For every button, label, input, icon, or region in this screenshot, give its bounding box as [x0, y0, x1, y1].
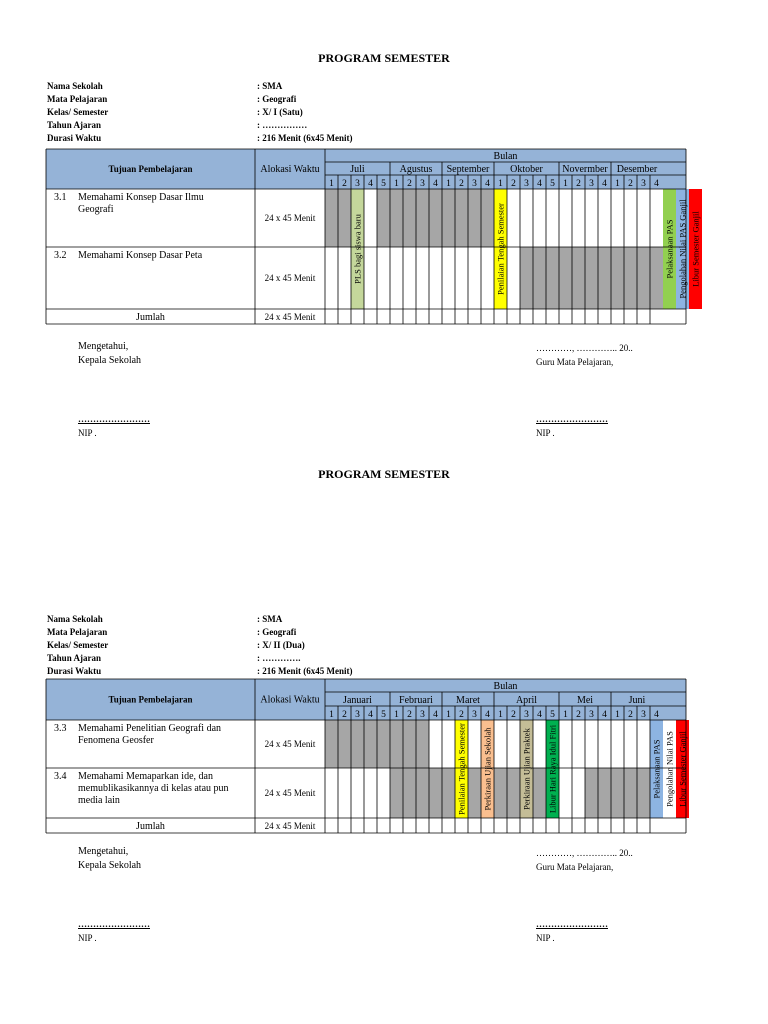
gray-cell: [598, 768, 611, 818]
row-objective: Memahami Memaparkan ide, dan: [78, 771, 213, 782]
month-label: Juni: [628, 695, 646, 706]
header-tujuan: Tujuan Pembelajaran: [108, 164, 193, 174]
event-label: Libur Semester Ganjil: [690, 211, 701, 287]
week-number: 2: [459, 179, 464, 189]
info-label: Kelas/ Semester: [47, 640, 109, 650]
sig-nip-kepala: NIP .: [78, 933, 97, 943]
event-label: Perkiraan Ujian Praktek: [521, 728, 532, 810]
week-number: 3: [355, 710, 360, 720]
header-bulan: Bulan: [493, 151, 518, 162]
row-alokasi: 24 x 45 Menit: [264, 739, 316, 749]
gray-cell: [520, 247, 533, 309]
sig-nip-guru: NIP .: [536, 933, 555, 943]
week-number: 2: [459, 710, 464, 720]
event-label: PLS bagi siswa baru: [352, 214, 363, 284]
row-number: 3.3: [54, 723, 67, 734]
month-label: Oktober: [510, 164, 543, 175]
week-number: 4: [485, 179, 490, 189]
week-number: 2: [407, 179, 412, 189]
jumlah-value: 24 x 45 Menit: [264, 312, 316, 322]
gray-cell: [390, 768, 403, 818]
week-number: 1: [329, 710, 334, 720]
week-number: 4: [654, 710, 659, 720]
info-value: : X/ I (Satu): [257, 107, 303, 117]
gray-cell: [325, 720, 338, 768]
week-number: 1: [498, 710, 503, 720]
row-number: 3.4: [54, 771, 67, 782]
gray-cell: [442, 768, 455, 818]
info-label: Mata Pelajaran: [47, 94, 108, 104]
gray-cell: [507, 768, 520, 818]
week-number: 2: [628, 710, 633, 720]
jumlah-value: 24 x 45 Menit: [264, 821, 316, 831]
row-objective: Memahami Penelitian Geografi dan: [78, 723, 222, 734]
gray-cell: [429, 768, 442, 818]
week-number: 4: [602, 710, 607, 720]
gray-cell: [403, 768, 416, 818]
gray-cell: [377, 189, 390, 247]
page-title-semester-1: PROGRAM SEMESTER: [318, 51, 450, 65]
sig-mengetahui: Mengetahui,: [78, 341, 129, 352]
month-label: Novermber: [562, 164, 608, 175]
row-objective: memublikasikannya di kelas atau pun: [78, 783, 229, 794]
row-alokasi: 24 x 45 Menit: [264, 273, 316, 283]
week-number: 3: [641, 710, 646, 720]
sig-name-line-guru: ……………………: [536, 414, 608, 424]
info-value: : X/ II (Dua): [257, 640, 305, 650]
month-label: Maret: [456, 695, 480, 706]
week-number: 3: [589, 710, 594, 720]
gray-cell: [390, 189, 403, 247]
gray-cell: [351, 720, 364, 768]
gray-cell: [403, 189, 416, 247]
week-number: 2: [342, 710, 347, 720]
week-number: 4: [537, 710, 542, 720]
week-number: 5: [550, 710, 555, 720]
event-label: Perkiraan Ujian Sekolah: [482, 727, 493, 811]
info-label: Durasi Waktu: [47, 133, 102, 143]
sig-kepala-sekolah: Kepala Sekolah: [78, 355, 142, 366]
week-number: 5: [550, 179, 555, 189]
gray-cell: [481, 189, 494, 247]
gray-cell: [429, 189, 442, 247]
row-objective: Geografi: [78, 204, 114, 215]
month-label: Agustus: [399, 164, 433, 175]
jumlah-label: Jumlah: [136, 312, 165, 323]
sig-kepala-sekolah: Kepala Sekolah: [78, 860, 142, 871]
week-number: 4: [485, 710, 490, 720]
week-number: 4: [602, 179, 607, 189]
month-label: Mei: [576, 695, 594, 706]
gray-cell: [559, 247, 572, 309]
gray-cell: [494, 768, 507, 818]
week-number: 3: [641, 179, 646, 189]
info-value: : 216 Menit (6x45 Menit): [257, 666, 353, 676]
row-objective: Fenomena Geosfer: [78, 735, 154, 746]
week-number: 5: [381, 179, 386, 189]
row-number: 3.2: [54, 250, 67, 261]
info-label: Nama Sekolah: [47, 81, 103, 91]
row-alokasi: 24 x 45 Menit: [264, 213, 316, 223]
header-bulan: Bulan: [493, 681, 518, 692]
week-number: 1: [446, 710, 451, 720]
week-number: 1: [446, 179, 451, 189]
week-number: 3: [524, 710, 529, 720]
gray-cell: [637, 768, 650, 818]
week-number: 3: [420, 179, 425, 189]
week-number: 2: [576, 710, 581, 720]
info-value: : SMA: [257, 614, 283, 624]
sig-nip-kepala: NIP .: [78, 428, 97, 438]
gray-cell: [624, 247, 637, 309]
info-label: Durasi Waktu: [47, 666, 102, 676]
week-number: 1: [498, 179, 503, 189]
week-number: 3: [589, 179, 594, 189]
info-value: : SMA: [257, 81, 283, 91]
week-number: 3: [355, 179, 360, 189]
info-label: Tahun Ajaran: [47, 653, 101, 663]
week-number: 3: [472, 710, 477, 720]
gray-cell: [572, 247, 585, 309]
week-number: 1: [394, 710, 399, 720]
gray-cell: [390, 720, 403, 768]
month-label: September: [446, 164, 490, 175]
gray-cell: [442, 189, 455, 247]
week-number: 1: [563, 179, 568, 189]
gray-cell: [624, 768, 637, 818]
week-number: 1: [615, 179, 620, 189]
gray-cell: [585, 768, 598, 818]
sig-name-line-kepala: ……………………: [78, 919, 150, 929]
gray-cell: [637, 247, 650, 309]
gray-cell: [416, 720, 429, 768]
gray-cell: [533, 768, 546, 818]
week-number: 1: [329, 179, 334, 189]
week-number: 3: [472, 179, 477, 189]
sig-guru-mapel: Guru Mata Pelajaran,: [536, 862, 614, 872]
event-label: Libur Hari Raya Idul Fitri: [547, 724, 558, 814]
gray-cell: [468, 768, 481, 818]
event-label: Libur Semester Ganjil: [677, 731, 688, 807]
event-label: Pengolahan Nilai PAS: [664, 731, 675, 807]
week-number: 3: [420, 710, 425, 720]
sig-place-date: …………, ………….. 20..: [536, 343, 633, 353]
row-alokasi: 24 x 45 Menit: [264, 788, 316, 798]
week-number: 2: [511, 179, 516, 189]
info-value: : 216 Menit (6x45 Menit): [257, 133, 353, 143]
info-value: : Geografi: [257, 627, 297, 637]
gray-cell: [455, 189, 468, 247]
gray-cell: [533, 247, 546, 309]
row-objective: Memahami Konsep Dasar Peta: [78, 250, 203, 261]
week-number: 1: [394, 179, 399, 189]
gray-cell: [468, 189, 481, 247]
week-number: 4: [654, 179, 659, 189]
week-number: 4: [433, 179, 438, 189]
week-number: 4: [368, 179, 373, 189]
row-objective: media lain: [78, 795, 120, 806]
sig-mengetahui: Mengetahui,: [78, 846, 129, 857]
gray-cell: [585, 247, 598, 309]
month-label: Januari: [343, 695, 372, 706]
month-label: Februari: [399, 695, 433, 706]
header-alokasi: Alokasi Waktu: [260, 164, 320, 175]
week-number: 2: [511, 710, 516, 720]
info-label: Kelas/ Semester: [47, 107, 109, 117]
event-label: Pelaksanaan PAS: [651, 739, 662, 799]
week-number: 2: [407, 710, 412, 720]
row-objective: Memahami Konsep Dasar Ilmu: [78, 192, 204, 203]
gray-cell: [546, 247, 559, 309]
gray-cell: [364, 720, 377, 768]
week-number: 2: [628, 179, 633, 189]
gray-cell: [650, 247, 663, 309]
event-label: Pelaksanaan PAS: [664, 219, 675, 279]
week-number: 4: [368, 710, 373, 720]
header-alokasi: Alokasi Waktu: [260, 694, 320, 706]
sig-nip-guru: NIP .: [536, 428, 555, 438]
month-label: Desember: [616, 164, 658, 175]
gray-cell: [325, 189, 338, 247]
info-label: Mata Pelajaran: [47, 627, 108, 637]
gray-cell: [598, 247, 611, 309]
gray-cell: [338, 720, 351, 768]
week-number: 2: [576, 179, 581, 189]
gray-cell: [416, 768, 429, 818]
sig-place-date: …………, ………….. 20..: [536, 848, 633, 858]
gray-cell: [377, 720, 390, 768]
page-title-semester-2: PROGRAM SEMESTER: [318, 467, 450, 481]
month-label: Juli: [350, 164, 365, 175]
week-number: 4: [433, 710, 438, 720]
info-value: : Geografi: [257, 94, 297, 104]
week-number: 1: [563, 710, 568, 720]
sig-guru-mapel: Guru Mata Pelajaran,: [536, 357, 614, 367]
week-number: 3: [524, 179, 529, 189]
week-number: 5: [381, 710, 386, 720]
header-tujuan: Tujuan Pembelajaran: [108, 694, 193, 705]
week-number: 1: [615, 710, 620, 720]
info-value: : ………….: [257, 653, 301, 663]
gray-cell: [611, 247, 624, 309]
gray-cell: [416, 189, 429, 247]
gray-cell: [403, 720, 416, 768]
info-label: Tahun Ajaran: [47, 120, 101, 130]
week-number: 2: [342, 179, 347, 189]
week-number: 4: [537, 179, 542, 189]
info-value: : ……………: [257, 120, 308, 130]
event-label: Penilaian Tengah Semester: [456, 723, 467, 815]
row-number: 3.1: [54, 192, 67, 203]
jumlah-label: Jumlah: [136, 821, 165, 832]
gray-cell: [338, 189, 351, 247]
month-label: April: [515, 695, 538, 706]
event-label: Pengolahan Nilai PAS Ganjil: [677, 199, 688, 299]
event-label: Penilaian Tengah Semester: [495, 203, 506, 295]
sig-name-line-guru: ……………………: [536, 919, 608, 929]
sig-name-line-kepala: ……………………: [78, 414, 150, 424]
gray-cell: [611, 768, 624, 818]
info-label: Nama Sekolah: [47, 614, 103, 624]
